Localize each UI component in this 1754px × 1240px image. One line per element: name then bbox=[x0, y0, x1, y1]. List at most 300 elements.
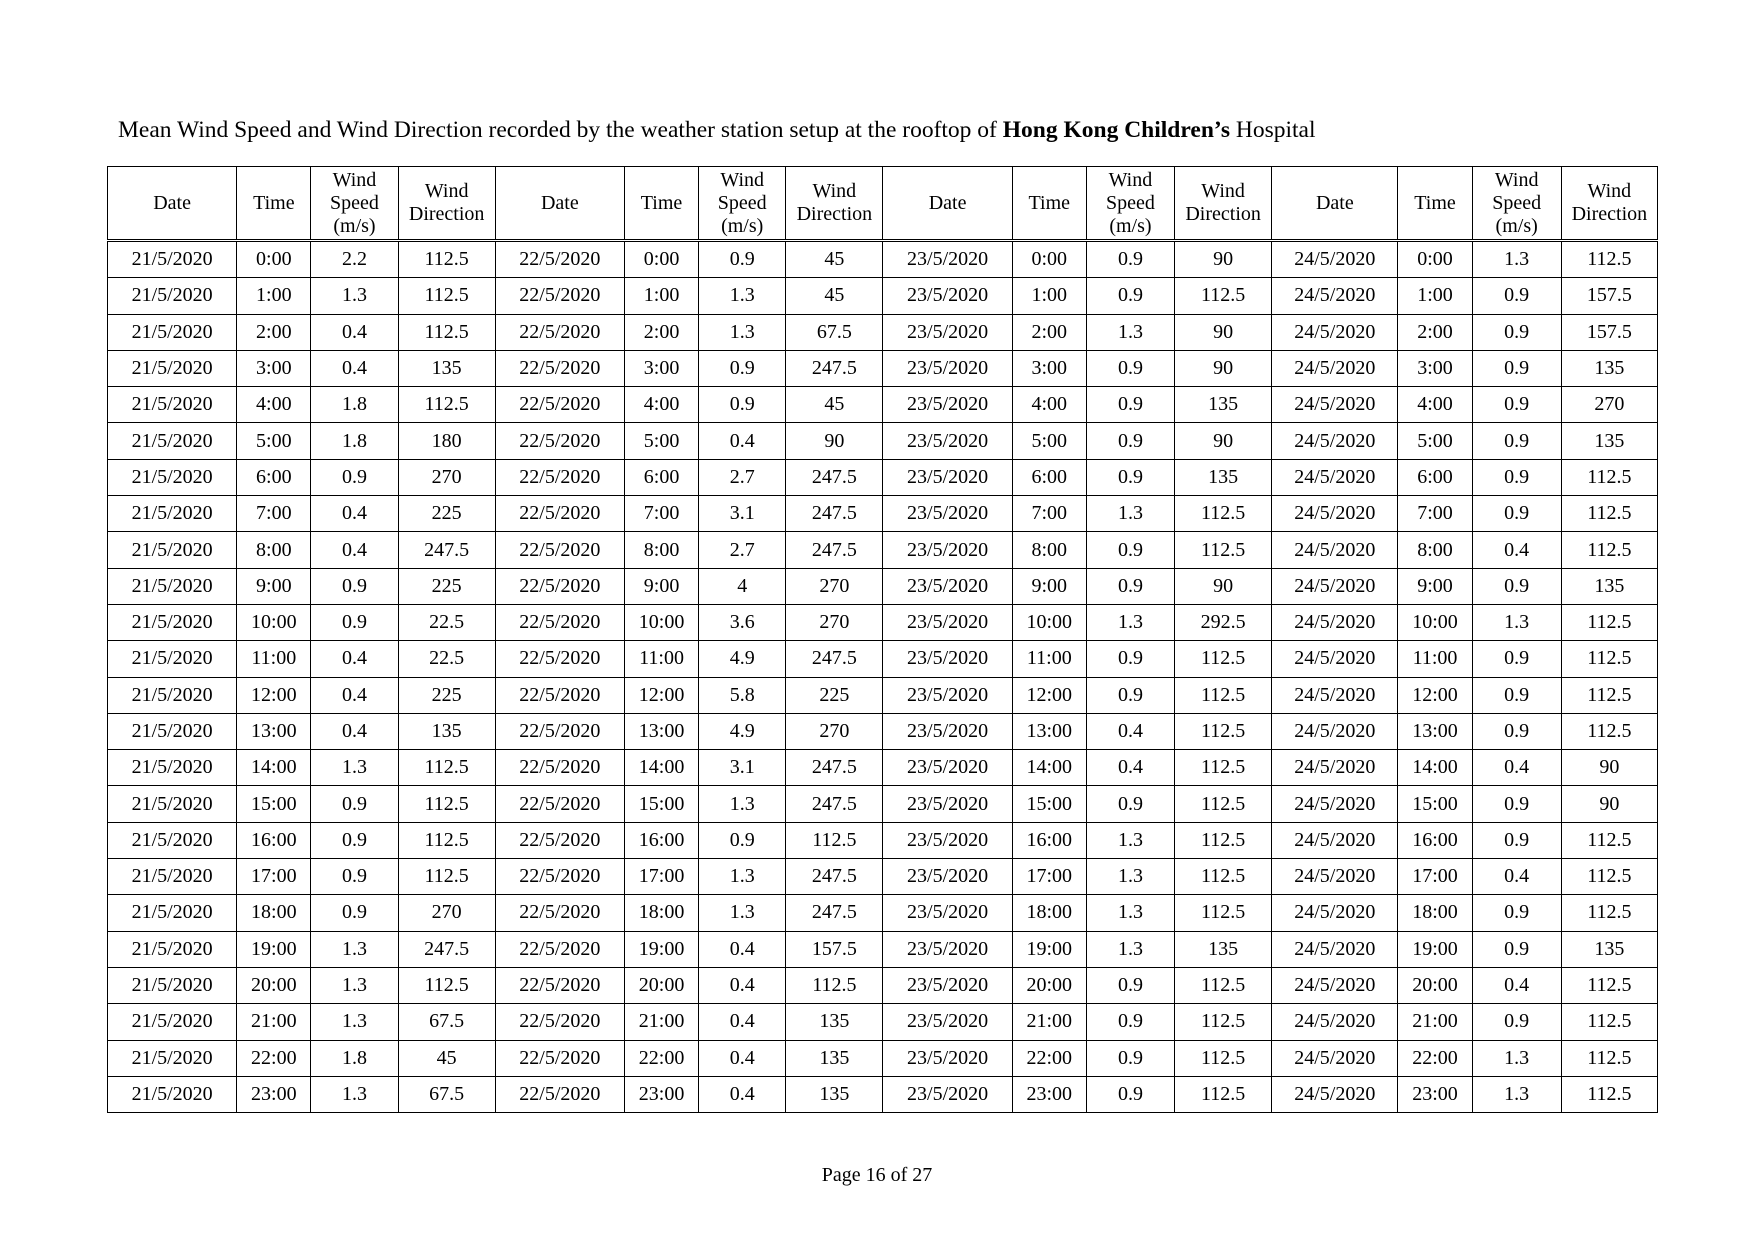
cell-wind-direction: 270 bbox=[786, 568, 883, 604]
cell-wind-direction: 90 bbox=[1175, 568, 1272, 604]
cell-wind-direction: 112.5 bbox=[1175, 713, 1272, 749]
cell-wind-speed: 0.9 bbox=[1472, 459, 1561, 495]
cell-date: 22/5/2020 bbox=[495, 967, 624, 1003]
cell-wind-direction: 112.5 bbox=[1561, 1076, 1657, 1112]
cell-wind-speed: 0.9 bbox=[311, 859, 398, 895]
header-time bbox=[237, 167, 311, 241]
cell-wind-speed: 0.9 bbox=[1472, 641, 1561, 677]
header-date bbox=[1272, 167, 1398, 241]
cell-wind-direction: 90 bbox=[1561, 786, 1657, 822]
header-wind-speed bbox=[311, 167, 398, 241]
cell-time: 22:00 bbox=[237, 1040, 311, 1076]
table-body bbox=[108, 241, 1658, 1113]
cell-date: 22/5/2020 bbox=[495, 859, 624, 895]
cell-wind-direction: 112.5 bbox=[1175, 1076, 1272, 1112]
cell-time: 14:00 bbox=[1012, 750, 1086, 786]
cell-wind-speed: 0.9 bbox=[1472, 895, 1561, 931]
cell-date: 22/5/2020 bbox=[495, 604, 624, 640]
cell-date: 24/5/2020 bbox=[1272, 677, 1398, 713]
cell-date: 22/5/2020 bbox=[495, 641, 624, 677]
cell-time: 9:00 bbox=[624, 568, 698, 604]
cell-date: 23/5/2020 bbox=[883, 1040, 1012, 1076]
cell-wind-speed: 3.6 bbox=[699, 604, 786, 640]
table-row bbox=[108, 604, 1658, 640]
cell-wind-direction: 135 bbox=[1561, 423, 1657, 459]
cell-time: 13:00 bbox=[1398, 713, 1472, 749]
cell-time: 17:00 bbox=[624, 859, 698, 895]
cell-wind-direction: 112.5 bbox=[1561, 1040, 1657, 1076]
cell-wind-direction: 112.5 bbox=[1175, 496, 1272, 532]
cell-wind-speed: 2.2 bbox=[311, 241, 398, 278]
cell-time: 20:00 bbox=[1012, 967, 1086, 1003]
cell-wind-direction: 112.5 bbox=[786, 967, 883, 1003]
cell-date: 22/5/2020 bbox=[495, 423, 624, 459]
cell-wind-direction: 112.5 bbox=[398, 967, 495, 1003]
table-row bbox=[108, 895, 1658, 931]
cell-wind-direction: 135 bbox=[786, 1076, 883, 1112]
header-date-text: Date bbox=[153, 191, 191, 214]
cell-time: 8:00 bbox=[624, 532, 698, 568]
cell-date: 24/5/2020 bbox=[1272, 423, 1398, 459]
cell-date: 24/5/2020 bbox=[1272, 713, 1398, 749]
cell-date: 24/5/2020 bbox=[1272, 1004, 1398, 1040]
cell-wind-direction: 135 bbox=[1175, 459, 1272, 495]
cell-date: 21/5/2020 bbox=[108, 786, 237, 822]
cell-date: 22/5/2020 bbox=[495, 786, 624, 822]
cell-date: 22/5/2020 bbox=[495, 496, 624, 532]
header-wind-direction-text: Direction bbox=[1185, 203, 1261, 225]
cell-wind-direction: 90 bbox=[1175, 241, 1272, 278]
cell-wind-direction: 135 bbox=[1561, 931, 1657, 967]
cell-date: 24/5/2020 bbox=[1272, 568, 1398, 604]
cell-time: 3:00 bbox=[624, 350, 698, 386]
cell-date: 23/5/2020 bbox=[883, 1004, 1012, 1040]
cell-time: 0:00 bbox=[237, 241, 311, 278]
cell-time: 3:00 bbox=[1398, 350, 1472, 386]
cell-wind-speed: 0.9 bbox=[699, 350, 786, 386]
cell-wind-speed: 0.9 bbox=[1472, 423, 1561, 459]
header-wind-speed bbox=[1086, 167, 1174, 241]
header-wind-speed-text: Wind bbox=[1108, 168, 1153, 191]
cell-wind-direction: 112.5 bbox=[1175, 859, 1272, 895]
cell-time: 4:00 bbox=[237, 387, 311, 423]
cell-wind-direction: 112.5 bbox=[1561, 677, 1657, 713]
header-time-text: Time bbox=[640, 191, 683, 214]
cell-wind-direction: 247.5 bbox=[786, 532, 883, 568]
cell-wind-direction: 247.5 bbox=[786, 350, 883, 386]
cell-wind-speed: 0.9 bbox=[1086, 1040, 1174, 1076]
cell-date: 24/5/2020 bbox=[1272, 496, 1398, 532]
table-row bbox=[108, 241, 1658, 278]
cell-date: 24/5/2020 bbox=[1272, 786, 1398, 822]
cell-date: 21/5/2020 bbox=[108, 604, 237, 640]
cell-time: 14:00 bbox=[1398, 750, 1472, 786]
cell-wind-speed: 1.3 bbox=[1472, 1040, 1561, 1076]
cell-time: 23:00 bbox=[624, 1076, 698, 1112]
cell-wind-direction: 67.5 bbox=[398, 1076, 495, 1112]
cell-wind-direction: 180 bbox=[398, 423, 495, 459]
cell-date: 21/5/2020 bbox=[108, 641, 237, 677]
cell-wind-speed: 0.9 bbox=[1086, 967, 1174, 1003]
table-row bbox=[108, 641, 1658, 677]
cell-wind-speed: 1.3 bbox=[1472, 1076, 1561, 1112]
table-row bbox=[108, 750, 1658, 786]
cell-time: 8:00 bbox=[1398, 532, 1472, 568]
cell-wind-direction: 112.5 bbox=[1175, 677, 1272, 713]
cell-wind-speed: 0.4 bbox=[699, 967, 786, 1003]
cell-wind-direction: 225 bbox=[786, 677, 883, 713]
cell-wind-direction: 135 bbox=[1561, 350, 1657, 386]
cell-wind-direction: 112.5 bbox=[786, 822, 883, 858]
cell-date: 21/5/2020 bbox=[108, 314, 237, 350]
cell-date: 23/5/2020 bbox=[883, 1076, 1012, 1112]
cell-wind-direction: 270 bbox=[1561, 387, 1657, 423]
cell-wind-direction: 247.5 bbox=[786, 459, 883, 495]
header-time-text: Time bbox=[253, 191, 295, 214]
cell-time: 0:00 bbox=[1398, 241, 1472, 278]
cell-wind-speed: 0.4 bbox=[699, 1076, 786, 1112]
cell-time: 1:00 bbox=[1012, 278, 1086, 314]
cell-date: 23/5/2020 bbox=[883, 641, 1012, 677]
header-time bbox=[624, 167, 698, 241]
cell-date: 24/5/2020 bbox=[1272, 387, 1398, 423]
cell-wind-direction: 112.5 bbox=[1561, 641, 1657, 677]
cell-time: 2:00 bbox=[1012, 314, 1086, 350]
header-wind-direction bbox=[1561, 167, 1657, 241]
cell-date: 23/5/2020 bbox=[883, 713, 1012, 749]
cell-date: 22/5/2020 bbox=[495, 1076, 624, 1112]
header-wind-speed-text: Speed bbox=[330, 191, 379, 214]
cell-date: 21/5/2020 bbox=[108, 387, 237, 423]
cell-date: 23/5/2020 bbox=[883, 859, 1012, 895]
cell-date: 21/5/2020 bbox=[108, 1040, 237, 1076]
cell-wind-speed: 0.9 bbox=[1086, 459, 1174, 495]
cell-wind-direction: 112.5 bbox=[398, 822, 495, 858]
header-wind-direction-text: Wind bbox=[1587, 180, 1632, 202]
cell-time: 2:00 bbox=[237, 314, 311, 350]
header-wind-direction bbox=[786, 167, 883, 241]
cell-date: 21/5/2020 bbox=[108, 967, 237, 1003]
table-title bbox=[118, 117, 1316, 144]
cell-wind-speed: 0.4 bbox=[311, 314, 398, 350]
cell-date: 24/5/2020 bbox=[1272, 895, 1398, 931]
table-row bbox=[108, 496, 1658, 532]
cell-wind-direction: 135 bbox=[398, 713, 495, 749]
cell-wind-speed: 0.4 bbox=[1086, 750, 1174, 786]
cell-date: 23/5/2020 bbox=[883, 967, 1012, 1003]
cell-time: 9:00 bbox=[237, 568, 311, 604]
cell-time: 13:00 bbox=[624, 713, 698, 749]
cell-time: 21:00 bbox=[237, 1004, 311, 1040]
cell-date: 24/5/2020 bbox=[1272, 967, 1398, 1003]
cell-time: 12:00 bbox=[624, 677, 698, 713]
cell-time: 8:00 bbox=[237, 532, 311, 568]
cell-time: 18:00 bbox=[1012, 895, 1086, 931]
cell-wind-speed: 0.9 bbox=[1472, 786, 1561, 822]
cell-time: 4:00 bbox=[1398, 387, 1472, 423]
header-wind-direction-text: Direction bbox=[408, 203, 485, 225]
cell-wind-direction: 90 bbox=[1175, 423, 1272, 459]
cell-wind-speed: 0.9 bbox=[1086, 532, 1174, 568]
cell-wind-speed: 0.9 bbox=[1086, 350, 1174, 386]
cell-date: 24/5/2020 bbox=[1272, 641, 1398, 677]
cell-wind-direction: 112.5 bbox=[1561, 713, 1657, 749]
cell-time: 10:00 bbox=[624, 604, 698, 640]
table-row bbox=[108, 568, 1658, 604]
cell-time: 16:00 bbox=[624, 822, 698, 858]
cell-wind-speed: 0.4 bbox=[699, 931, 786, 967]
cell-date: 24/5/2020 bbox=[1272, 931, 1398, 967]
cell-date: 22/5/2020 bbox=[495, 750, 624, 786]
cell-wind-speed: 0.9 bbox=[1472, 1004, 1561, 1040]
table-row bbox=[108, 314, 1658, 350]
header-wind-speed-text: (m/s) bbox=[1495, 214, 1538, 237]
cell-date: 23/5/2020 bbox=[883, 604, 1012, 640]
cell-wind-speed: 4 bbox=[699, 568, 786, 604]
cell-time: 10:00 bbox=[1398, 604, 1472, 640]
cell-wind-speed: 1.3 bbox=[1086, 604, 1174, 640]
cell-date: 21/5/2020 bbox=[108, 750, 237, 786]
cell-wind-speed: 0.4 bbox=[1472, 967, 1561, 1003]
cell-date: 23/5/2020 bbox=[883, 423, 1012, 459]
cell-wind-direction: 112.5 bbox=[1561, 532, 1657, 568]
cell-date: 24/5/2020 bbox=[1272, 859, 1398, 895]
cell-date: 24/5/2020 bbox=[1272, 459, 1398, 495]
cell-date: 22/5/2020 bbox=[495, 713, 624, 749]
cell-date: 23/5/2020 bbox=[883, 314, 1012, 350]
cell-time: 16:00 bbox=[1012, 822, 1086, 858]
header-wind-speed-text: Wind bbox=[720, 168, 765, 191]
cell-wind-direction: 135 bbox=[786, 1004, 883, 1040]
cell-wind-speed: 0.9 bbox=[1472, 496, 1561, 532]
cell-time: 7:00 bbox=[237, 496, 311, 532]
cell-time: 15:00 bbox=[1012, 786, 1086, 822]
cell-time: 15:00 bbox=[1398, 786, 1472, 822]
title-suffix: Hospital bbox=[1230, 117, 1316, 143]
cell-time: 1:00 bbox=[237, 278, 311, 314]
cell-wind-speed: 2.7 bbox=[699, 459, 786, 495]
cell-wind-speed: 0.9 bbox=[1472, 568, 1561, 604]
cell-wind-direction: 112.5 bbox=[1561, 822, 1657, 858]
cell-wind-speed: 1.3 bbox=[1472, 604, 1561, 640]
header-wind-speed-text: Speed bbox=[1105, 191, 1155, 214]
cell-wind-direction: 270 bbox=[398, 895, 495, 931]
cell-date: 21/5/2020 bbox=[108, 859, 237, 895]
cell-wind-speed: 0.9 bbox=[1472, 387, 1561, 423]
cell-wind-direction: 112.5 bbox=[1561, 496, 1657, 532]
cell-time: 7:00 bbox=[1012, 496, 1086, 532]
cell-time: 20:00 bbox=[624, 967, 698, 1003]
cell-date: 24/5/2020 bbox=[1272, 604, 1398, 640]
cell-wind-speed: 1.3 bbox=[699, 859, 786, 895]
header-wind-speed bbox=[699, 167, 786, 241]
cell-date: 22/5/2020 bbox=[495, 387, 624, 423]
header-date bbox=[108, 167, 237, 241]
cell-date: 22/5/2020 bbox=[495, 895, 624, 931]
cell-wind-speed: 0.9 bbox=[699, 241, 786, 278]
cell-time: 21:00 bbox=[1012, 1004, 1086, 1040]
cell-wind-speed: 1.3 bbox=[1086, 822, 1174, 858]
cell-wind-direction: 247.5 bbox=[398, 532, 495, 568]
cell-wind-direction: 90 bbox=[1561, 750, 1657, 786]
cell-wind-direction: 22.5 bbox=[398, 604, 495, 640]
cell-wind-speed: 1.3 bbox=[311, 1076, 398, 1112]
cell-wind-direction: 112.5 bbox=[1561, 241, 1657, 278]
table-row bbox=[108, 278, 1658, 314]
cell-wind-speed: 0.9 bbox=[311, 568, 398, 604]
cell-wind-direction: 90 bbox=[1175, 314, 1272, 350]
cell-time: 12:00 bbox=[1398, 677, 1472, 713]
cell-time: 14:00 bbox=[237, 750, 311, 786]
cell-time: 18:00 bbox=[237, 895, 311, 931]
cell-time: 6:00 bbox=[237, 459, 311, 495]
cell-wind-speed: 3.1 bbox=[699, 496, 786, 532]
cell-time: 6:00 bbox=[1398, 459, 1472, 495]
title-bold-hospital-name: Hong Kong Children’s bbox=[1002, 117, 1230, 143]
cell-time: 1:00 bbox=[1398, 278, 1472, 314]
cell-wind-direction: 45 bbox=[786, 241, 883, 278]
cell-date: 21/5/2020 bbox=[108, 423, 237, 459]
cell-time: 20:00 bbox=[237, 967, 311, 1003]
cell-wind-direction: 247.5 bbox=[786, 859, 883, 895]
cell-date: 22/5/2020 bbox=[495, 278, 624, 314]
header-wind-speed-text: (m/s) bbox=[721, 214, 764, 237]
cell-time: 7:00 bbox=[624, 496, 698, 532]
cell-wind-speed: 1.3 bbox=[1086, 859, 1174, 895]
cell-wind-direction: 22.5 bbox=[398, 641, 495, 677]
cell-wind-direction: 112.5 bbox=[1175, 641, 1272, 677]
cell-wind-direction: 112.5 bbox=[1175, 532, 1272, 568]
cell-wind-direction: 247.5 bbox=[786, 496, 883, 532]
table-row bbox=[108, 677, 1658, 713]
header-wind-speed-text: (m/s) bbox=[333, 214, 376, 237]
cell-date: 23/5/2020 bbox=[883, 822, 1012, 858]
cell-time: 17:00 bbox=[1012, 859, 1086, 895]
cell-date: 24/5/2020 bbox=[1272, 822, 1398, 858]
cell-wind-speed: 0.9 bbox=[311, 459, 398, 495]
cell-time: 19:00 bbox=[1398, 931, 1472, 967]
cell-wind-direction: 112.5 bbox=[398, 750, 495, 786]
cell-time: 6:00 bbox=[1012, 459, 1086, 495]
cell-wind-direction: 112.5 bbox=[398, 859, 495, 895]
cell-wind-direction: 112.5 bbox=[1175, 1004, 1272, 1040]
cell-date: 21/5/2020 bbox=[108, 677, 237, 713]
cell-wind-speed: 0.9 bbox=[699, 387, 786, 423]
cell-wind-speed: 1.3 bbox=[1086, 496, 1174, 532]
cell-date: 22/5/2020 bbox=[495, 1004, 624, 1040]
cell-date: 21/5/2020 bbox=[108, 931, 237, 967]
cell-date: 24/5/2020 bbox=[1272, 314, 1398, 350]
cell-time: 11:00 bbox=[1012, 641, 1086, 677]
cell-date: 23/5/2020 bbox=[883, 350, 1012, 386]
cell-wind-direction: 247.5 bbox=[786, 750, 883, 786]
cell-date: 23/5/2020 bbox=[883, 532, 1012, 568]
header-wind-direction-text: Wind bbox=[424, 180, 469, 202]
cell-date: 22/5/2020 bbox=[495, 1040, 624, 1076]
table-row bbox=[108, 1004, 1658, 1040]
cell-wind-direction: 112.5 bbox=[1561, 895, 1657, 931]
cell-wind-speed: 0.9 bbox=[1086, 423, 1174, 459]
cell-date: 21/5/2020 bbox=[108, 496, 237, 532]
cell-wind-direction: 135 bbox=[1175, 387, 1272, 423]
cell-wind-speed: 3.1 bbox=[699, 750, 786, 786]
cell-date: 22/5/2020 bbox=[495, 822, 624, 858]
header-wind-direction-text: Direction bbox=[1571, 203, 1648, 225]
cell-wind-direction: 135 bbox=[1561, 568, 1657, 604]
cell-date: 21/5/2020 bbox=[108, 532, 237, 568]
cell-wind-speed: 0.9 bbox=[1472, 822, 1561, 858]
cell-wind-direction: 112.5 bbox=[398, 387, 495, 423]
cell-wind-speed: 0.4 bbox=[699, 1004, 786, 1040]
cell-time: 7:00 bbox=[1398, 496, 1472, 532]
cell-date: 22/5/2020 bbox=[495, 314, 624, 350]
cell-wind-direction: 157.5 bbox=[1561, 314, 1657, 350]
cell-wind-speed: 0.9 bbox=[1086, 568, 1174, 604]
header-wind-speed-text: Wind bbox=[1494, 168, 1539, 191]
cell-date: 23/5/2020 bbox=[883, 496, 1012, 532]
cell-wind-speed: 0.4 bbox=[311, 496, 398, 532]
cell-time: 4:00 bbox=[624, 387, 698, 423]
cell-time: 20:00 bbox=[1398, 967, 1472, 1003]
cell-wind-direction: 135 bbox=[398, 350, 495, 386]
cell-time: 17:00 bbox=[237, 859, 311, 895]
cell-date: 24/5/2020 bbox=[1272, 278, 1398, 314]
cell-wind-direction: 247.5 bbox=[786, 895, 883, 931]
table-row bbox=[108, 532, 1658, 568]
cell-wind-speed: 0.9 bbox=[1086, 1076, 1174, 1112]
cell-time: 10:00 bbox=[237, 604, 311, 640]
table-row bbox=[108, 387, 1658, 423]
cell-date: 21/5/2020 bbox=[108, 459, 237, 495]
cell-date: 22/5/2020 bbox=[495, 532, 624, 568]
cell-time: 22:00 bbox=[1398, 1040, 1472, 1076]
cell-wind-speed: 0.9 bbox=[1086, 241, 1174, 278]
cell-wind-speed: 0.4 bbox=[311, 350, 398, 386]
cell-wind-direction: 112.5 bbox=[1561, 459, 1657, 495]
cell-date: 21/5/2020 bbox=[108, 568, 237, 604]
cell-wind-direction: 112.5 bbox=[398, 314, 495, 350]
cell-wind-speed: 0.9 bbox=[1472, 713, 1561, 749]
cell-date: 23/5/2020 bbox=[883, 459, 1012, 495]
cell-time: 6:00 bbox=[624, 459, 698, 495]
cell-time: 0:00 bbox=[1012, 241, 1086, 278]
cell-date: 22/5/2020 bbox=[495, 241, 624, 278]
header-wind-direction bbox=[398, 167, 495, 241]
cell-time: 12:00 bbox=[237, 677, 311, 713]
cell-wind-direction: 112.5 bbox=[1561, 967, 1657, 1003]
cell-date: 24/5/2020 bbox=[1272, 1076, 1398, 1112]
cell-date: 23/5/2020 bbox=[883, 931, 1012, 967]
cell-wind-speed: 1.3 bbox=[1086, 931, 1174, 967]
cell-time: 9:00 bbox=[1398, 568, 1472, 604]
cell-date: 22/5/2020 bbox=[495, 931, 624, 967]
cell-wind-speed: 0.4 bbox=[311, 641, 398, 677]
cell-time: 13:00 bbox=[1012, 713, 1086, 749]
header-date bbox=[495, 167, 624, 241]
cell-wind-direction: 135 bbox=[786, 1040, 883, 1076]
cell-date: 23/5/2020 bbox=[883, 387, 1012, 423]
cell-time: 17:00 bbox=[1398, 859, 1472, 895]
cell-date: 22/5/2020 bbox=[495, 677, 624, 713]
cell-time: 5:00 bbox=[624, 423, 698, 459]
cell-time: 1:00 bbox=[624, 278, 698, 314]
cell-wind-speed: 1.8 bbox=[311, 1040, 398, 1076]
cell-wind-speed: 0.4 bbox=[699, 1040, 786, 1076]
cell-date: 24/5/2020 bbox=[1272, 1040, 1398, 1076]
cell-wind-speed: 0.9 bbox=[311, 822, 398, 858]
cell-time: 16:00 bbox=[237, 822, 311, 858]
cell-time: 19:00 bbox=[624, 931, 698, 967]
